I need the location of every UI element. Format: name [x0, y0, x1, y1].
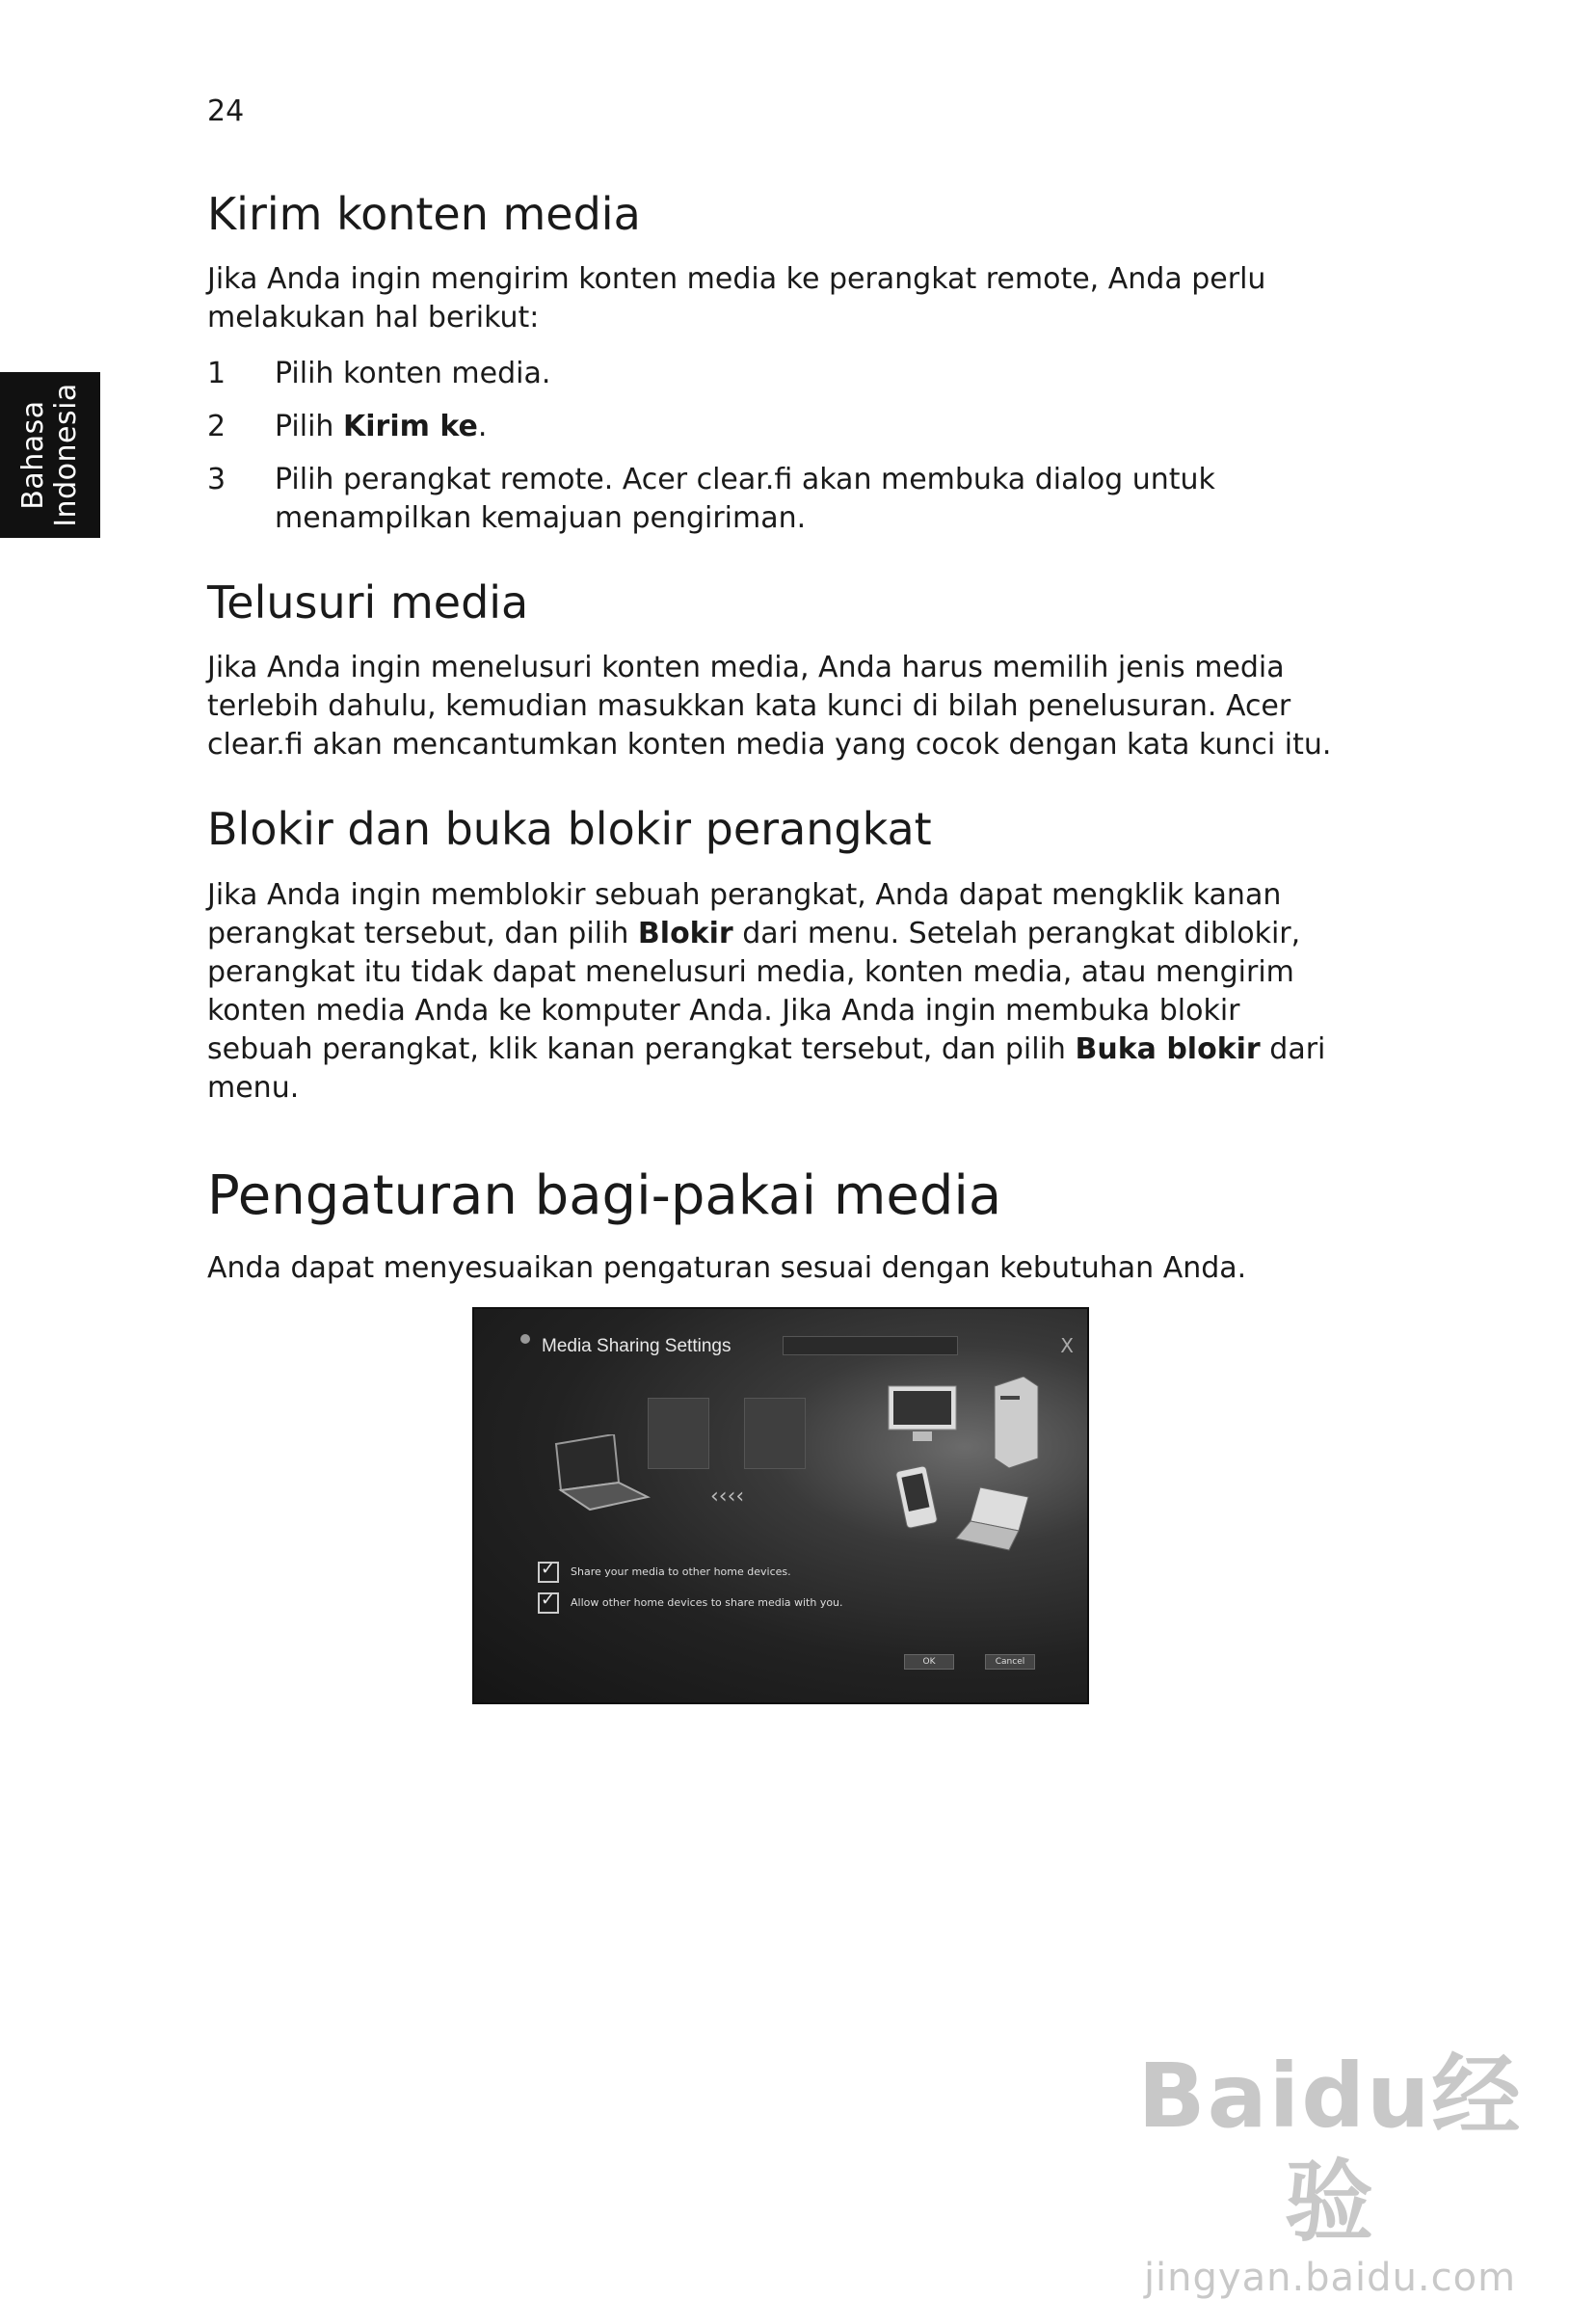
kirim-ke-bold: Kirim ke: [343, 410, 478, 444]
side-tab-line1: Bahasa: [16, 400, 50, 510]
section-kirim: [207, 188, 1344, 538]
share-media-checkbox[interactable]: [538, 1562, 559, 1583]
handheld-device-icon: [893, 1463, 942, 1536]
pengaturan-body: Anda dapat menyesuaikan pengaturan sesuai dengan kebutuhan Anda.: [207, 1250, 1247, 1285]
kirim-intro: Jika Anda ingin mengirim konten media ke perangkat remote, Anda perlu melakukan hal berikut:: [207, 262, 1266, 335]
small-laptop-icon: [951, 1483, 1043, 1555]
laptop-icon: [546, 1434, 652, 1511]
step-text: Pilih konten media.: [275, 357, 551, 391]
cancel-button[interactable]: Cancel: [985, 1654, 1035, 1670]
step-text: Pilih perangkat remote. Acer clear.fi akan membuka dialog untuk menampilkan kemajuan pengiriman.: [275, 463, 1215, 536]
step-text: Pilih Kirim ke.: [275, 410, 488, 444]
section-pengaturan: [207, 1163, 1344, 1704]
telusuri-body: Jika Anda ingin menelusuri konten media, Anda harus memilih jenis media terlebih dahulu, kemudian masukkan kata kunci di bilah penelusuran. Acer clear.fi akan mencantumkan konten media yang cocok dengan kata kunci itu.: [207, 651, 1332, 762]
watermark: [1128, 2044, 1532, 2300]
step-item: [207, 355, 1344, 393]
dialog-title: Media Sharing Settings: [542, 1335, 732, 1356]
language-side-tab: [0, 372, 100, 538]
document-body: [207, 188, 1344, 1704]
heading-blokir: Blokir dan buka blokir perangkat: [207, 803, 932, 856]
side-tab-line2: Indonesia: [49, 383, 83, 527]
kirim-steps: [207, 355, 1344, 538]
step-number: 1: [207, 357, 226, 391]
allow-sharing-checkbox[interactable]: [538, 1592, 559, 1614]
app-logo-icon: [520, 1334, 530, 1344]
desktop-tower-icon: [985, 1377, 1043, 1468]
blokir-bold: Blokir: [637, 916, 733, 950]
section-telusuri: [207, 576, 1344, 764]
step-item: [207, 461, 1344, 538]
dialog-title-bar: [783, 1336, 958, 1355]
heading-kirim: Kirim konten media: [207, 188, 641, 240]
media-sharing-settings-screenshot: [472, 1307, 1089, 1704]
buka-blokir-bold: Buka blokir: [1075, 1031, 1261, 1066]
share-media-label: Share your media to other home devices.: [571, 1565, 791, 1579]
ok-button[interactable]: OK: [904, 1654, 954, 1670]
step-item: [207, 408, 1344, 446]
watermark-brand: Baidu经验: [1137, 2045, 1523, 2254]
page-number: 24: [207, 94, 245, 128]
close-icon[interactable]: X: [1060, 1333, 1074, 1357]
media-thumbnail: [744, 1398, 806, 1469]
step-number: 3: [207, 463, 226, 497]
allow-sharing-option[interactable]: [538, 1592, 843, 1614]
watermark-url: jingyan.baidu.com: [1143, 2256, 1517, 2300]
section-blokir: [207, 803, 1344, 1107]
blokir-body: Jika Anda ingin memblokir sebuah perangkat, Anda dapat mengklik kanan perangkat tersebut, dan pilih Blokir dari menu. Setelah perangkat diblokir, perangkat itu tidak dapat menelusuri media, konten media, atau mengirim konten media Anda ke komputer Anda. Jika Anda ingin membuka blokir sebuah perangkat, klik kanan perangkat tersebut, dan pilih Buka blokir dari menu.: [207, 877, 1326, 1105]
heading-pengaturan: Pengaturan bagi-pakai media: [207, 1163, 1002, 1227]
step-number: 2: [207, 410, 226, 444]
arrow-icon: ‹‹‹‹: [710, 1484, 745, 1509]
allow-sharing-label: Allow other home devices to share media with you.: [571, 1596, 843, 1610]
share-media-option[interactable]: [538, 1562, 791, 1583]
monitor-icon: [884, 1381, 961, 1449]
heading-telusuri: Telusuri media: [207, 576, 529, 629]
media-thumbnail: [648, 1398, 709, 1469]
